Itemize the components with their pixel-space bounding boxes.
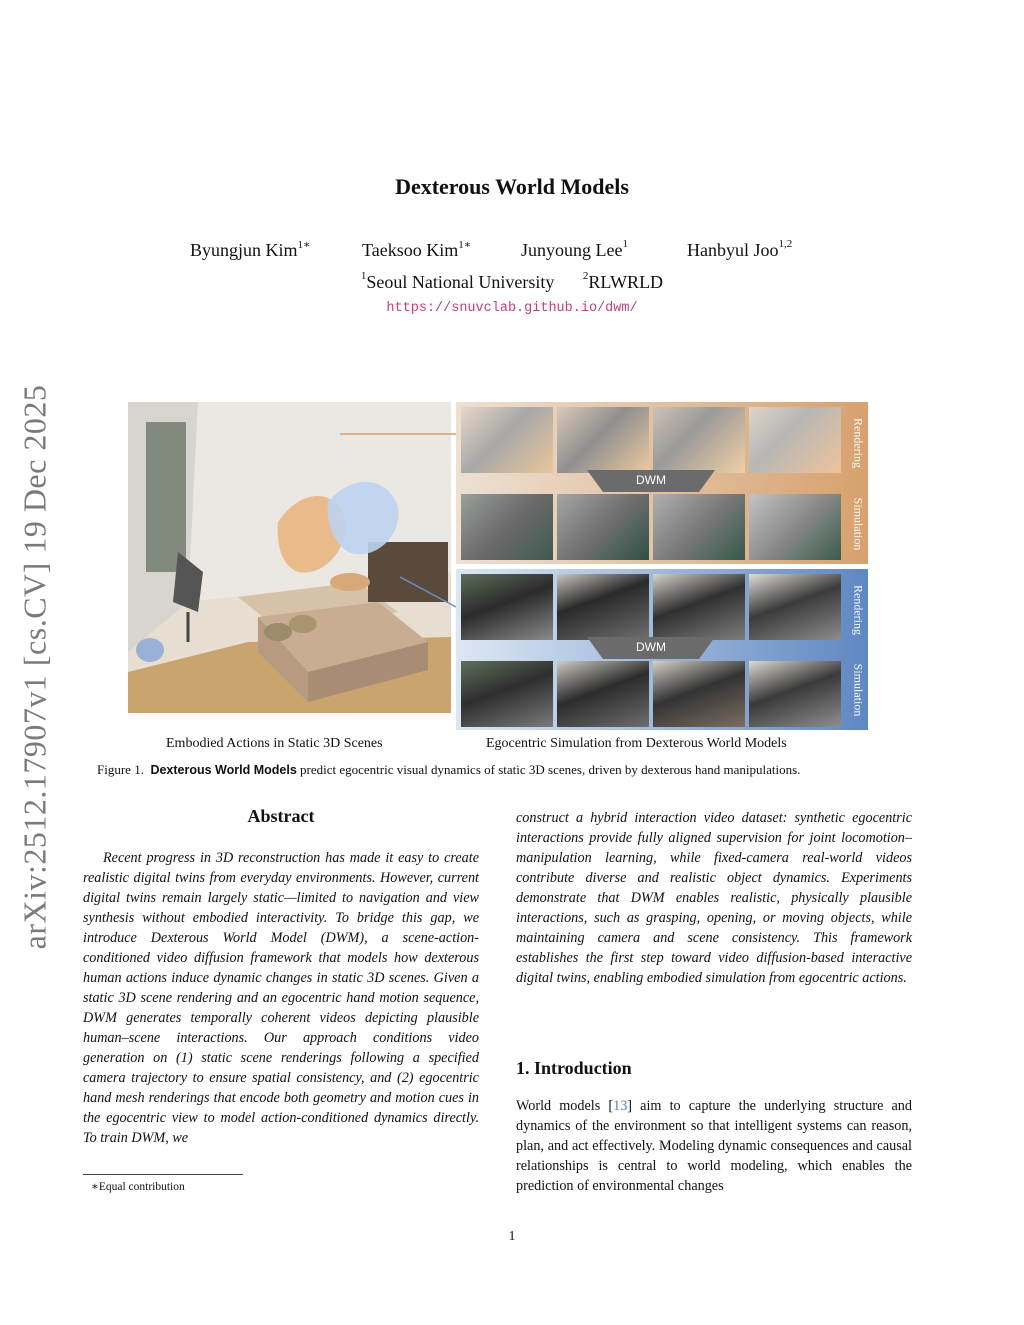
author: Junyoung Lee$^1$ xyxy=(521,238,628,260)
simulation-frame xyxy=(461,494,553,560)
affiliation: $^2$RLWRLD xyxy=(582,270,664,292)
paper-title: Dexterous World Models xyxy=(395,174,629,199)
render-frame xyxy=(653,574,745,640)
simulation-frame xyxy=(557,661,649,727)
footnote: ∗Equal contribution xyxy=(91,1181,185,1193)
render-frame xyxy=(461,574,553,640)
render-frame xyxy=(749,574,841,640)
author: Taeksoo Kim$^{1∗}$ xyxy=(362,239,472,260)
abstract-heading: Abstract xyxy=(247,806,315,826)
footnote-divider xyxy=(83,1174,243,1175)
rendering-simulation-panel-top xyxy=(456,402,868,564)
render-frame xyxy=(557,574,649,640)
render-frame xyxy=(461,407,553,473)
author: Hanbyul Joo$^{1,2}$ xyxy=(687,238,793,260)
arxiv-sidebar xyxy=(8,372,62,962)
simulation-frame xyxy=(653,661,745,727)
abstract-text-left: Recent progress in 3D reconstruction has made it easy to create realistic digital twins from everyday environments. However, current digital twins remain largely static—limited to navigation and view synthesis without embodied interactivity. To bridge this gap, we introduce Dexterous World Model (DWM), a scene-action-conditioned video diffusion framework that models how dexterous human actions induce dynamic changes in static 3D scenes. Given a static 3D scene rendering and an egocentric hand motion sequence, DWM generates temporally coherent videos depicting plausible human–scene interactions. Our approach conditions video generation on (1) static scene renderings following a specified camera trajectory to ensure spatial consistency, and (2) egocentric hand mesh renderings that encode both geometry and motion cues in the egocentric view to model action-conditioned dynamics directly. To train DWM, we xyxy=(83,850,479,1146)
figure-caption: Figure 1. Dexterous World Models predict egocentric visual dynamics of static 3D scenes, driven by dexterous hand manipulations. xyxy=(97,762,801,777)
rendering-label: Rendering xyxy=(851,584,866,635)
figure-right-caption: Egocentric Simulation from Dexterous World Models xyxy=(486,736,787,751)
simulation-frame xyxy=(653,494,745,560)
figure-left-caption: Embodied Actions in Static 3D Scenes xyxy=(166,736,383,751)
project-url-link[interactable]: https://snuvclab.github.io/dwm/ xyxy=(386,301,638,316)
rendering-label: Rendering xyxy=(851,417,866,468)
intro-paragraph: World models [13] aim to capture the underlying structure and dynamics of the environment so that intelligent systems can reason, plan, and act effectively. Modeling dynamic consequences and causal relationships is central to world modeling, which enables the prediction of environmental changes xyxy=(516,1098,912,1194)
intro-heading: 1. Introduction xyxy=(516,1058,632,1078)
simulation-frame xyxy=(749,494,841,560)
affiliations xyxy=(0,272,1024,293)
simulation-frame xyxy=(461,661,553,727)
rendering-simulation-panel-bottom xyxy=(456,569,868,730)
dwm-arrow: DWM xyxy=(587,470,715,492)
render-frame xyxy=(749,407,841,473)
connector-lines xyxy=(340,402,460,612)
simulation-frame xyxy=(557,494,649,560)
page-number: 1 xyxy=(508,1229,516,1244)
simulation-frame xyxy=(749,661,841,727)
dwm-arrow: DWM xyxy=(587,637,715,659)
affiliation: $^1$Seoul National University xyxy=(360,270,555,292)
arxiv-identifier: arXiv:2512.17907v1 [cs.CV] 19 Dec 2025 xyxy=(16,384,53,950)
simulation-label: Simulation xyxy=(851,663,866,717)
abstract-text-right: construct a hybrid interaction video dataset: synthetic egocentric interactions provide fully aligned supervision for joint locomotion–manipulation learning, while fixed-camera real-world videos contribute diverse and realistic object dynamics. Experiments demonstrate that DWM enables realistic, physically plausible interactions, such as grasping, opening, or moving objects, while maintaining camera and scene consistency. This framework establishes the first step toward video diffusion-based interactive digital twins, enabling embodied simulation from egocentric actions. xyxy=(516,810,912,986)
author-list xyxy=(190,240,830,264)
render-frame xyxy=(653,407,745,473)
citation-link[interactable]: 13 xyxy=(613,1098,628,1114)
render-frame xyxy=(557,407,649,473)
simulation-label: Simulation xyxy=(851,497,866,550)
author: Byungjun Kim$^{1∗}$ xyxy=(190,239,311,260)
